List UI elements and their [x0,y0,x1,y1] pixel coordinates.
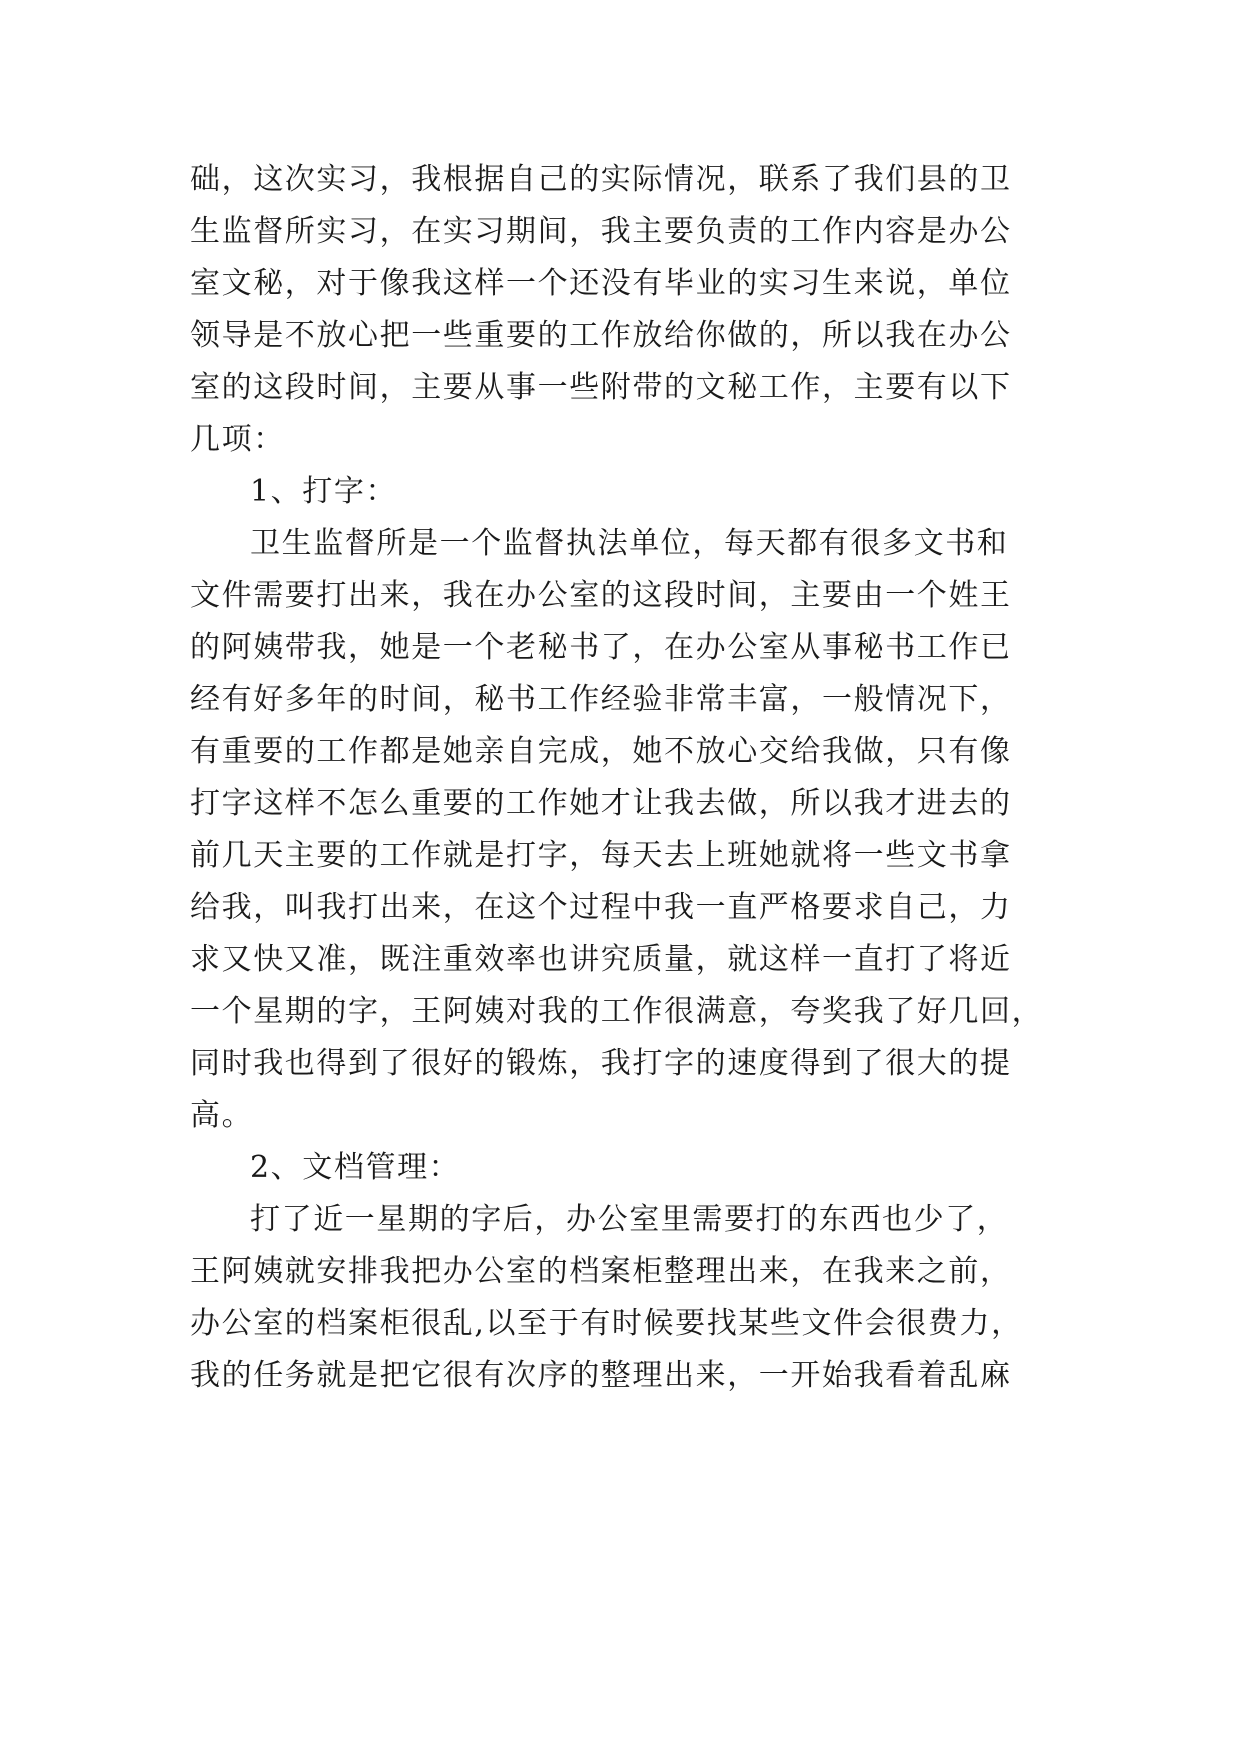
text-line: 办公室的档案柜很乱,以至于有时候要找某些文件会很费力， [190,1306,1023,1341]
text-line: 一个星期的字，王阿姨对我的工作很满意，夸奖我了好几回， [190,994,1044,1029]
text-line: 经有好多年的时间，秘书工作经验非常丰富，一般情况下， [190,682,1012,717]
text-line: 高。 [190,1098,254,1133]
text-line: 我的任务就是把它很有次序的整理出来，一开始我看着乱麻 [190,1358,1012,1393]
section-heading-typing: 1、打字： [250,474,398,509]
section-heading-document-management: 2、文档管理： [250,1150,461,1185]
text-line: 的阿姨带我，她是一个老秘书了，在办公室从事秘书工作已 [190,630,1012,665]
text-line: 有重要的工作都是她亲自完成，她不放心交给我做，只有像 [190,734,1012,769]
text-line: 给我，叫我打出来，在这个过程中我一直严格要求自己，力 [190,890,1012,925]
paragraph-start: 卫生监督所是一个监督执法单位，每天都有很多文书和 [250,526,1009,561]
text-line: 础，这次实习，我根据自己的实际情况，联系了我们县的卫 [190,162,1012,197]
text-line: 生监督所实习，在实习期间，我主要负责的工作内容是办公 [190,214,1012,249]
text-line: 同时我也得到了很好的锻炼，我打字的速度得到了很大的提 [190,1046,1012,1081]
text-line: 室的这段时间，主要从事一些附带的文秘工作，主要有以下 [190,370,1012,405]
text-line: 室文秘，对于像我这样一个还没有毕业的实习生来说，单位 [190,266,1012,301]
text-line: 几项： [190,422,285,457]
text-line: 王阿姨就安排我把办公室的档案柜整理出来，在我来之前， [190,1254,1012,1289]
text-line: 领导是不放心把一些重要的工作放给你做的，所以我在办公 [190,318,1012,353]
paragraph-start: 打了近一星期的字后，办公室里需要打的东西也少了， [250,1202,1009,1237]
text-line: 文件需要打出来，我在办公室的这段时间，主要由一个姓王 [190,578,1012,613]
text-line: 求又快又准，既注重效率也讲究质量，就这样一直打了将近 [190,942,1012,977]
text-line: 前几天主要的工作就是打字，每天去上班她就将一些文书拿 [190,838,1012,873]
text-line: 打字这样不怎么重要的工作她才让我去做，所以我才进去的 [190,786,1012,821]
